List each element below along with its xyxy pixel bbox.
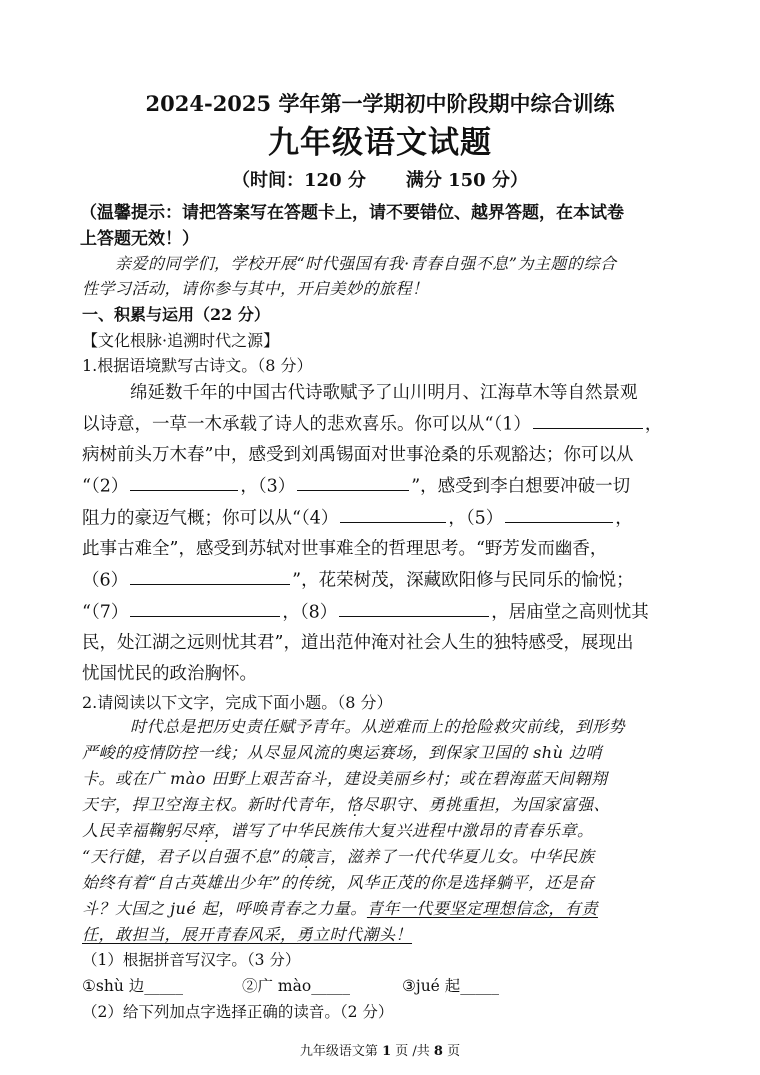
pinyin-option-3[interactable]: ③jué 起_____ (402, 977, 500, 995)
footer-mid: 页 /共 (391, 1044, 434, 1059)
q2-line8-a: 斗？大国之 jué 起，呼唤青春之力量。 (82, 899, 367, 918)
q1-line4 (82, 472, 682, 497)
q1-line8 (82, 598, 682, 623)
q2-line4-b: 尽职守、勇挑重担，为国家富强、 (362, 795, 611, 814)
q1-line8-b: ，（8） (282, 602, 338, 623)
q2-line6-a: “天行健，君子以自强不息”的 (82, 847, 298, 866)
exam-title-line2: 九年级语文试题 (268, 125, 492, 161)
q2-line5-a: 人民幸福鞠躬尽 (82, 821, 198, 840)
answer-blank-8[interactable] (339, 598, 489, 617)
answer-blank-7[interactable] (130, 598, 280, 617)
page-footer (0, 1040, 760, 1059)
q2-passage-line7: 始终有着“自古英雄出少年”的传统，风华正茂的你是选择躺平，还是奋 (82, 873, 595, 892)
q1-line5-a: 阻力的豪迈气概；你可以从“（4） (82, 508, 339, 529)
tip-line2: 上答题无效！） (80, 229, 199, 249)
pinyin-option-1[interactable]: ①shù 边_____ (82, 977, 183, 995)
q1-line5-c: ， (615, 508, 633, 529)
dotted-char-3: 箴 (297, 847, 314, 866)
footer-suffix: 页 (442, 1044, 461, 1059)
q2-passage-line9 (82, 922, 682, 945)
q2-line5-b: ，谱写了中华民族伟大复兴进程中激昂的青春乐章。 (214, 821, 594, 840)
q2-passage-line3: 卡。或在广 mào 田野上艰苦奋斗，建设美丽乡村；或在碧海蓝天间翱翔 (82, 769, 608, 788)
q1-line2-text: 以诗意，一草一木承载了诗人的悲欢喜乐。你可以从“（1） (82, 414, 531, 435)
q2-passage-line8 (82, 896, 682, 919)
footer-page-number: 1 (382, 1044, 392, 1059)
pinyin-option-2[interactable]: ②广 mào_____ (242, 977, 350, 995)
dotted-char-1: 恪 (346, 795, 363, 814)
exam-score: 满分 150 分） (405, 170, 528, 191)
answer-blank-1[interactable] (533, 410, 643, 429)
q1-line4-a: “（2） (82, 476, 129, 497)
q2-passage-line1: 时代总是把历史责任赋予青年。从逆难而上的抢险救灾前线，到形势 (130, 717, 626, 736)
q1-line3: 病树前头万木春”中，感受到刘禹锡面对世事沧桑的乐观豁达；你可以从 (82, 445, 634, 465)
q1-line8-a: “（7） (82, 602, 129, 623)
q1-line4-b: ，（3） (240, 476, 296, 497)
q2-pinyin-options (82, 974, 682, 996)
q1-line10: 忧国忧民的政治胸怀。 (82, 664, 257, 684)
q1-line8-c: ，居庙堂之高则忧其 (491, 602, 649, 623)
tip-line1: （温馨提示：请把答案写在答题卡上，请不要错位、越界答题，在本试卷 (80, 203, 624, 223)
q1-line2 (82, 410, 682, 435)
exam-title-line1: 2024-2025 学年第一学期初中阶段期中综合训练 (145, 91, 615, 116)
answer-blank-4[interactable] (340, 504, 446, 523)
q2-passage-line5 (82, 818, 682, 841)
section1-heading: 一、积累与运用（22 分） (82, 305, 270, 324)
q2-heading: 2.请阅读以下文字，完成下面小题。（8 分） (82, 693, 393, 712)
q2-underlined-sentence-part1: 青年一代要坚定理想信念，有责 (366, 899, 598, 918)
intro-line2: 性学习活动，请你参与其中，开启美妙的旅程！ (82, 279, 429, 298)
q2-passage-line6 (82, 844, 682, 867)
exam-time: （时间：120 分 (232, 170, 366, 191)
q1-line9: 民，处江湖之远则忧其君”，道出范仲淹对社会人生的独特感受，展现出 (82, 633, 634, 653)
exam-meta (0, 166, 760, 192)
dotted-char-2: 瘁 (197, 821, 215, 840)
q1-line7-b: ”，花荣树茂，深藏欧阳修与民同乐的愉悦； (292, 570, 634, 591)
q1-line5 (82, 504, 682, 529)
intro-line1: 亲爱的同学们，学校开展“时代强国有我·青春自强不息”为主题的综合 (115, 254, 617, 273)
q2-underlined-sentence-part2: 任，敢担当，展开青春风采，勇立时代潮头！ (82, 925, 413, 944)
q1-line4-c: ”，感受到李白想要冲破一切 (411, 476, 631, 497)
q1-heading: 1.根据语境默写古诗文。（8 分） (82, 356, 313, 375)
answer-blank-6[interactable] (130, 566, 290, 585)
q2-passage-line2: 严峻的疫情防控一线；从尽显风流的奥运赛场，到保家卫国的 shù 边哨 (82, 743, 602, 762)
answer-blank-5[interactable] (505, 504, 613, 523)
q1-line5-b: ，（5） (448, 508, 504, 529)
section1-subheading: 【文化根脉·追溯时代之源】 (82, 331, 280, 350)
q2-line6-b: 言，滋养了一代代华夏儿女。中华民族 (313, 847, 595, 866)
q2-subquestion-1: （1）根据拼音写汉字。（3 分） (82, 951, 301, 969)
q1-line1: 绵延数千年的中国古代诗歌赋予了山川明月、江海草木等自然景观 (130, 383, 638, 403)
q2-passage-line4 (82, 792, 682, 815)
q1-line7-a: （6） (82, 570, 129, 591)
q2-subquestion-2: （2）给下列加点字选择正确的读音。（2 分） (82, 1003, 394, 1021)
q1-line2-tail: ， (644, 414, 663, 435)
answer-blank-2[interactable] (130, 472, 238, 491)
q1-line6: 此事古难全”，感受到苏轼对世事难全的哲理思考。“野芳发而幽香， (82, 539, 608, 559)
q2-line4-a: 天宇，捍卫空海主权。新时代青年， (82, 795, 347, 814)
answer-blank-3[interactable] (297, 472, 409, 491)
q1-line7 (82, 566, 682, 591)
footer-prefix: 九年级语文第 (299, 1044, 383, 1059)
footer-total-pages: 8 (433, 1044, 443, 1059)
